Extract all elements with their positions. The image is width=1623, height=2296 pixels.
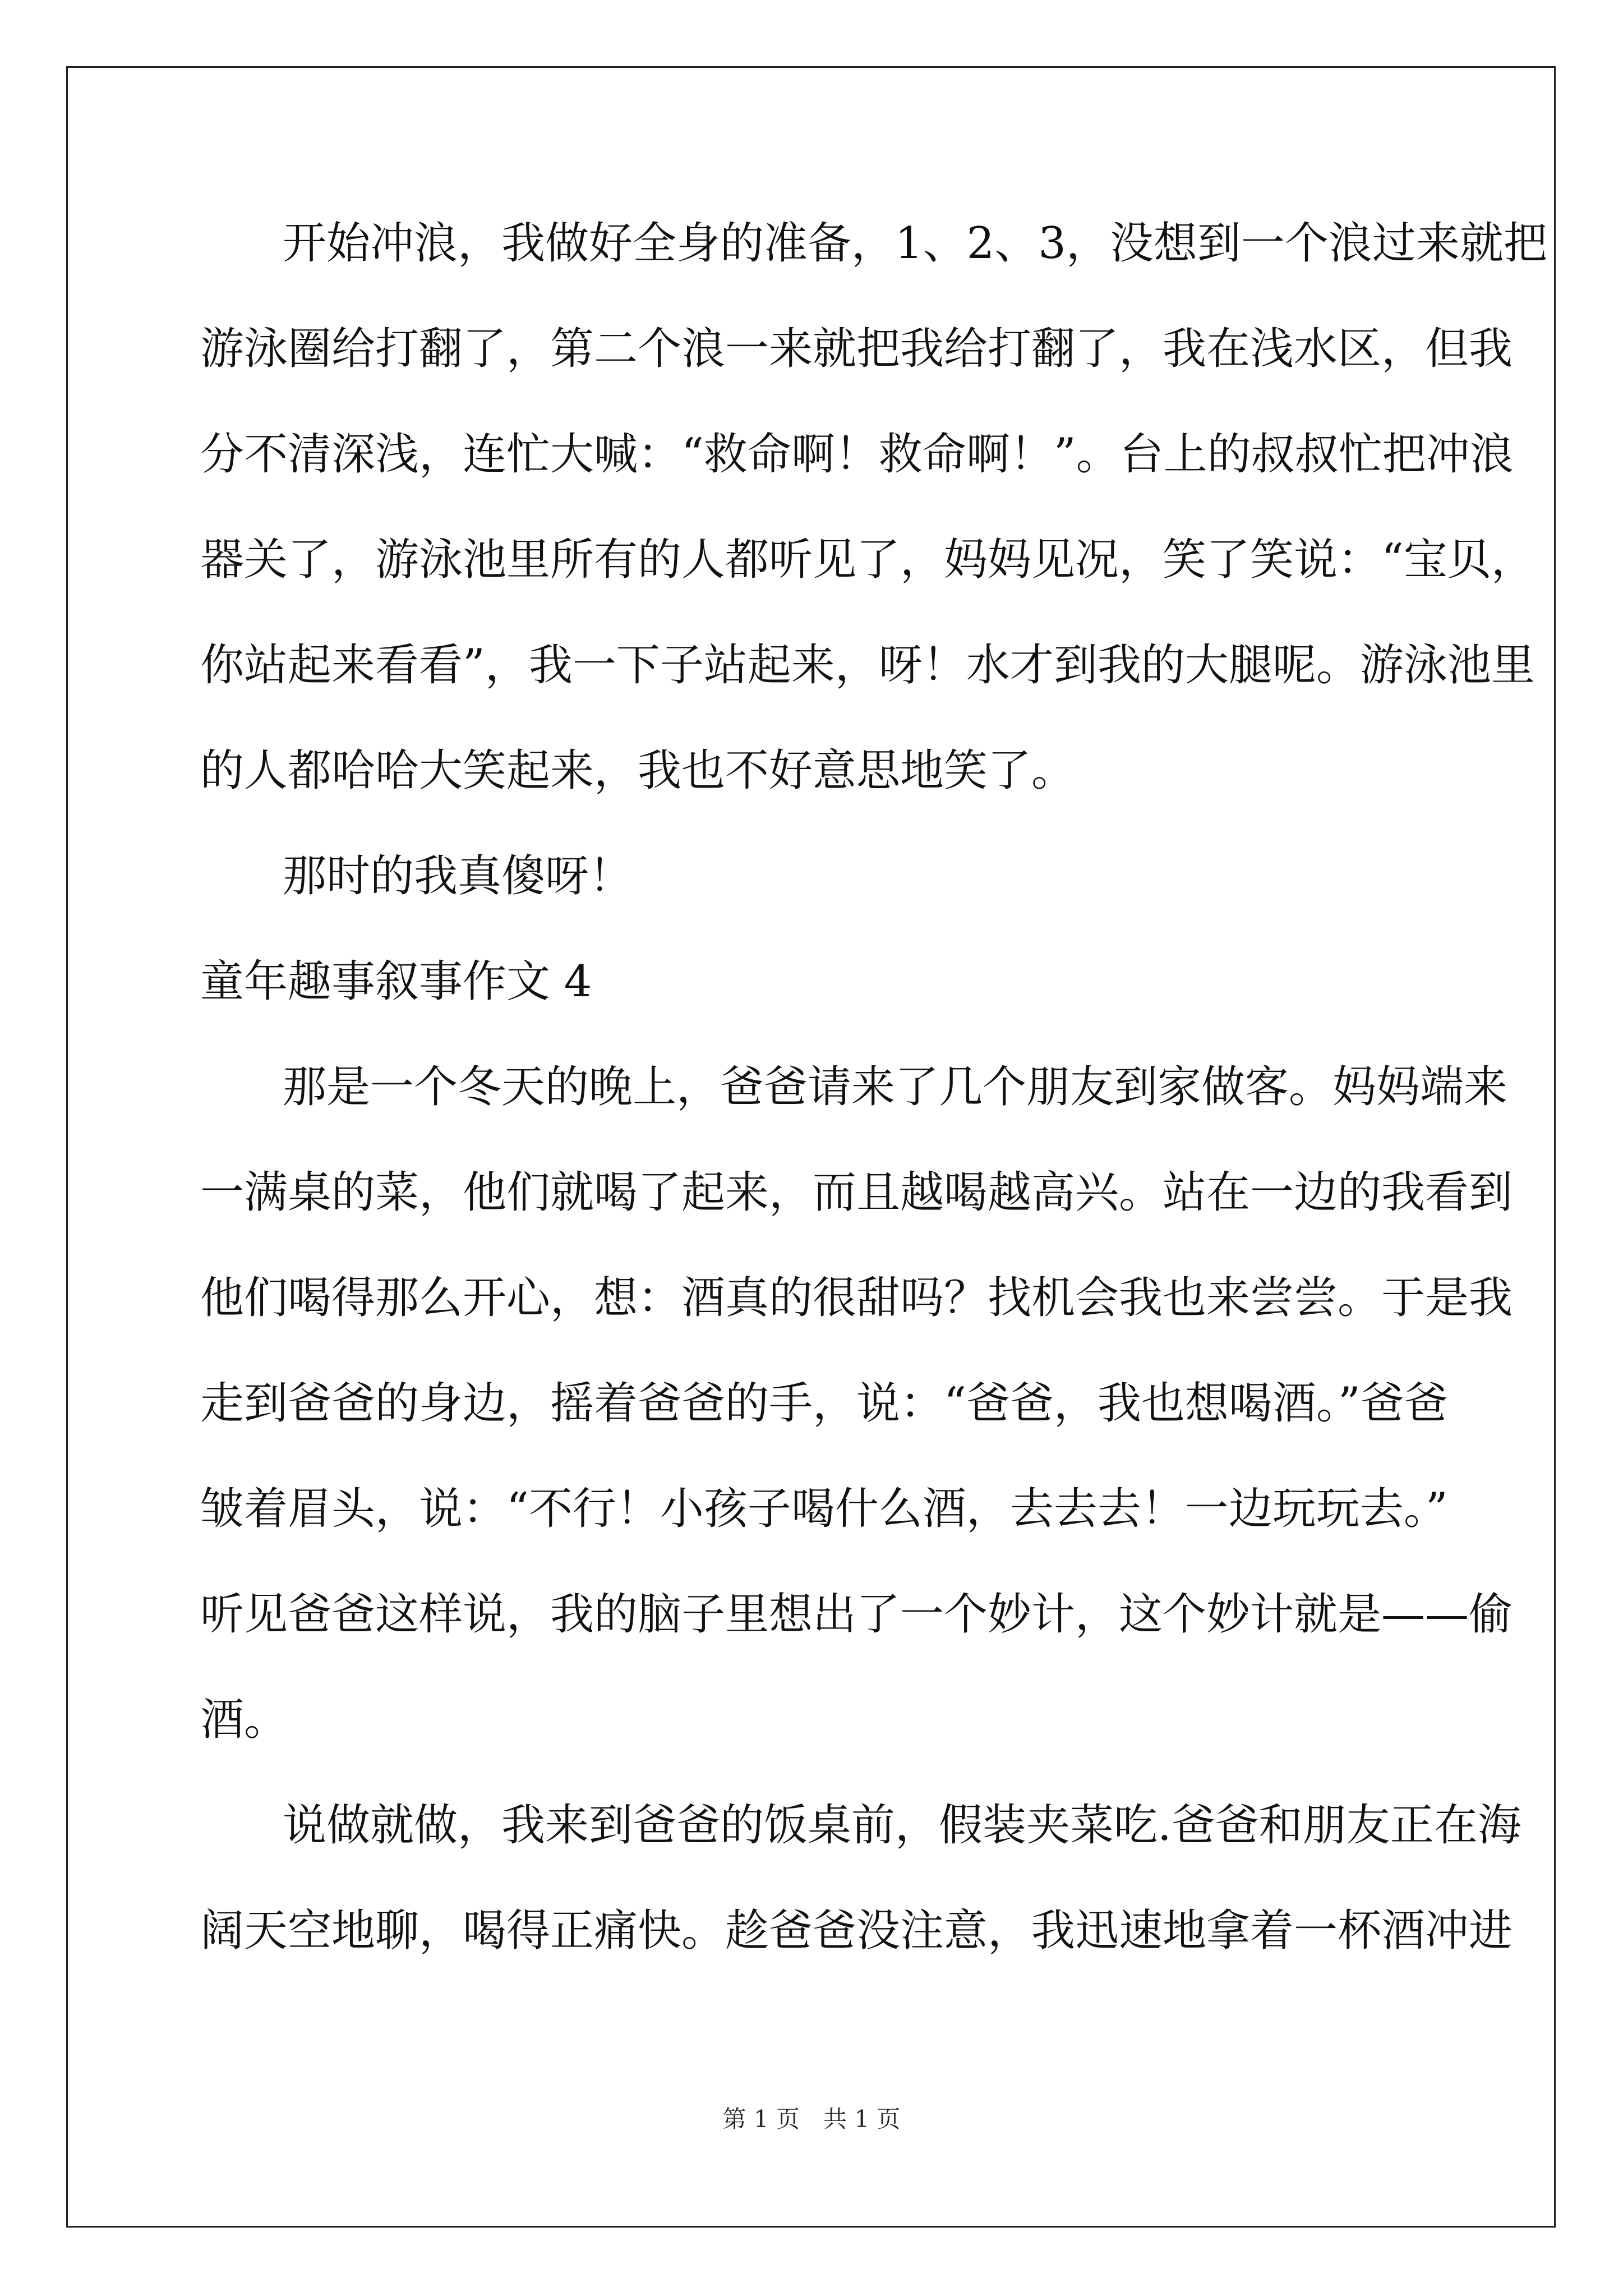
paragraph-3-line-5: 皱着眉头，说：“不行！小孩子喝什么酒，去去去！一边玩玩去。” [200,1484,1448,1534]
paragraph-3-line-3: 他们喝得那么开心，想：酒真的很甜吗？找机会我也来尝尝。于是我 [200,1273,1513,1323]
paragraph-3-line-1: 那是一个冬天的晚上，爸爸请来了几个朋友到家做客。妈妈端来 [283,1062,1508,1112]
paragraph-3-line-2: 一满桌的菜，他们就喝了起来，而且越喝越高兴。站在一边的我看到 [200,1167,1513,1218]
paragraph-2-line-1: 那时的我真傻呀！ [283,851,633,901]
paragraph-1-line-4: 器关了，游泳池里所有的人都听见了，妈妈见况，笑了笑说：“宝贝， [200,535,1535,585]
page-footer: 第 1 页 共 1 页 [722,2105,901,2133]
paragraph-1-line-3: 分不清深浅，连忙大喊：“救命啊！救命啊！”。台上的叔叔忙把冲浪 [200,429,1514,480]
paragraph-1-line-6: 的人都哈哈大笑起来，我也不好意思地笑了。 [200,746,1076,796]
paragraph-1-line-1: 开始冲浪，我做好全身的准备，1、2、3，没想到一个浪过来就把 [283,218,1547,269]
paragraph-4-line-1: 说做就做，我来到爸爸的饭桌前，假装夹菜吃.爸爸和朋友正在海 [283,1800,1521,1851]
paragraph-3-line-6: 听见爸爸这样说，我的脑子里想出了一个妙计，这个妙计就是——偷 [200,1589,1513,1640]
paragraph-3-line-4: 走到爸爸的身边，摇着爸爸的手，说：“爸爸，我也想喝酒。”爸爸 [200,1378,1448,1429]
paragraph-1-line-2: 游泳圈给打翻了，第二个浪一来就把我给打翻了，我在浅水区，但我 [200,324,1513,374]
paragraph-1-line-5: 你站起来看看”，我一下子站起来，呀！水才到我的大腿呢。游泳池里 [200,640,1535,691]
paragraph-4-line-2: 阔天空地聊，喝得正痛快。趁爸爸没注意，我迅速地拿着一杯酒冲进 [200,1906,1513,1956]
paragraph-3-line-7: 酒。 [200,1695,288,1745]
section-title: 童年趣事叙事作文 4 [200,956,592,1007]
